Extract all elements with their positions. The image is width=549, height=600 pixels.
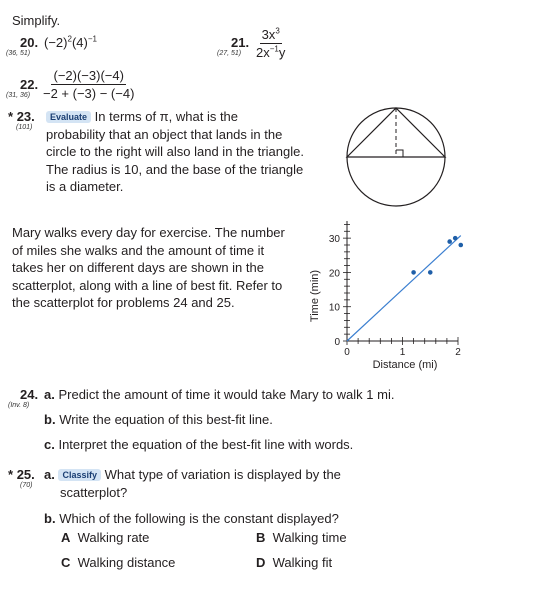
x-axis-label: Distance (mi) <box>372 359 438 371</box>
choice-b-letter: B <box>256 530 266 545</box>
p22-denominator: −2 + (−3) − (−4) <box>43 86 135 101</box>
p25a-line-1: What type of variation is displayed by the <box>104 467 341 482</box>
section-heading: Simplify. <box>12 13 61 28</box>
p20-mid: (4) <box>71 35 88 50</box>
problem-25b <box>44 511 339 527</box>
p20-base: (−2) <box>44 35 68 50</box>
p24a-text: Predict the amount of time it would take Mary to walk 1 mi. <box>58 387 395 402</box>
problem-23-text <box>46 108 321 196</box>
problem-21-fraction <box>254 27 287 60</box>
problem-20-number: 20. <box>20 35 39 50</box>
circle-triangle-figure <box>340 105 452 209</box>
intro-line-2: of miles she walks and the amount of time it <box>12 242 265 258</box>
choice-c <box>61 555 175 571</box>
choice-b <box>256 530 347 546</box>
problem-22-number: 22. <box>20 77 39 92</box>
problem-25-reference: (70) <box>20 482 33 489</box>
p23-line-2: probability that an object that lands in the <box>46 126 283 142</box>
problem-25a <box>44 466 341 501</box>
problem-24c <box>44 437 353 453</box>
problem-21-reference: (27, 51) <box>217 50 242 57</box>
problem-20-reference: (36, 51) <box>6 50 31 57</box>
p21-denominator-b: y <box>278 45 286 60</box>
p24b-text: Write the equation of this best-fit line. <box>59 412 273 427</box>
p25b-text: Which of the following is the constant displayed? <box>59 511 339 526</box>
x-tick-label: 1 <box>399 347 406 358</box>
x-tick-label: 2 <box>455 347 461 358</box>
problem-22-fraction <box>41 68 136 101</box>
problem-24b <box>44 412 273 428</box>
p24c-text: Interpret the equation of the best-fit line with words. <box>58 437 354 452</box>
data-point <box>447 239 452 244</box>
choice-a-letter: A <box>61 530 71 545</box>
problem-21-number: 21. <box>231 35 250 50</box>
p25a-label: a. <box>44 467 55 482</box>
y-tick-label: 20 <box>328 268 340 280</box>
choice-a <box>61 530 149 546</box>
choice-d-text: Walking fit <box>272 555 333 570</box>
p20-exp2: −1 <box>87 34 97 44</box>
best-fit-line <box>347 236 461 341</box>
scatterplot-axes <box>329 221 463 358</box>
y-tick-label: 10 <box>328 302 340 314</box>
p21-numerator: 3x <box>261 27 276 42</box>
p25-star: * <box>8 467 14 482</box>
choice-d-letter: D <box>256 555 266 570</box>
choice-d <box>256 555 332 571</box>
intro-line-5: the scatterplot for problems 24 and 25. <box>12 295 235 310</box>
x-tick-label: 0 <box>344 347 350 358</box>
y-tick-label: 0 <box>334 337 340 348</box>
problem-24a <box>44 387 394 403</box>
scatterplot-chart <box>305 213 480 375</box>
data-point <box>428 270 433 275</box>
p25b-label: b. <box>44 511 56 526</box>
problem-24-number: 24. <box>20 387 39 402</box>
p23-line-3: circle to the right will also land in the triangle. <box>46 144 304 159</box>
problem-22-reference: (31, 36) <box>6 92 31 99</box>
data-point <box>411 270 416 275</box>
p25-num: 25. <box>16 467 35 482</box>
p23-num: 23. <box>16 109 35 124</box>
problem-20-expression <box>44 35 97 51</box>
classify-badge: Classify <box>58 469 101 481</box>
problem-23-number <box>8 109 35 124</box>
choice-b-text: Walking time <box>272 530 347 545</box>
p25a-line-2: scatterplot? <box>60 484 128 500</box>
p23-line-1: In terms of π, what is the <box>94 109 239 124</box>
p24b-label: b. <box>44 412 56 427</box>
problem-24-reference: (Inv. 8) <box>8 402 30 409</box>
intro-line-4: scatterplot, along with a line of best fit. Refer to <box>12 277 283 293</box>
scatterplot-intro <box>12 224 307 312</box>
p21-denominator-exp: −1 <box>269 44 279 54</box>
problem-23-reference: (101) <box>16 124 33 131</box>
p23-star: * <box>8 109 14 124</box>
p20-exp1: 2 <box>67 34 72 44</box>
problem-25-number <box>8 467 35 482</box>
choice-c-text: Walking distance <box>77 555 176 570</box>
p24a-label: a. <box>44 387 55 402</box>
choice-c-letter: C <box>61 555 71 570</box>
data-point <box>458 243 463 248</box>
y-tick-label: 30 <box>328 234 340 246</box>
p23-line-4: The radius is 10, and the base of the triangle <box>46 161 304 177</box>
p21-numerator-exp: 3 <box>275 26 280 36</box>
intro-line-1: Mary walks every day for exercise. The number <box>12 225 285 240</box>
evaluate-badge: Evaluate <box>46 111 91 123</box>
p23-line-5: is a diameter. <box>46 179 124 194</box>
p24c-label: c. <box>44 437 55 452</box>
choice-a-text: Walking rate <box>77 530 150 545</box>
p21-denominator-a: 2x <box>256 45 270 60</box>
intro-line-3: takes her on different days are shown in the <box>12 260 264 275</box>
right-angle-marker <box>396 150 403 157</box>
data-point <box>453 236 458 241</box>
p22-numerator: (−2)(−3)(−4) <box>53 68 124 83</box>
y-axis-label: Time (min) <box>309 269 321 323</box>
